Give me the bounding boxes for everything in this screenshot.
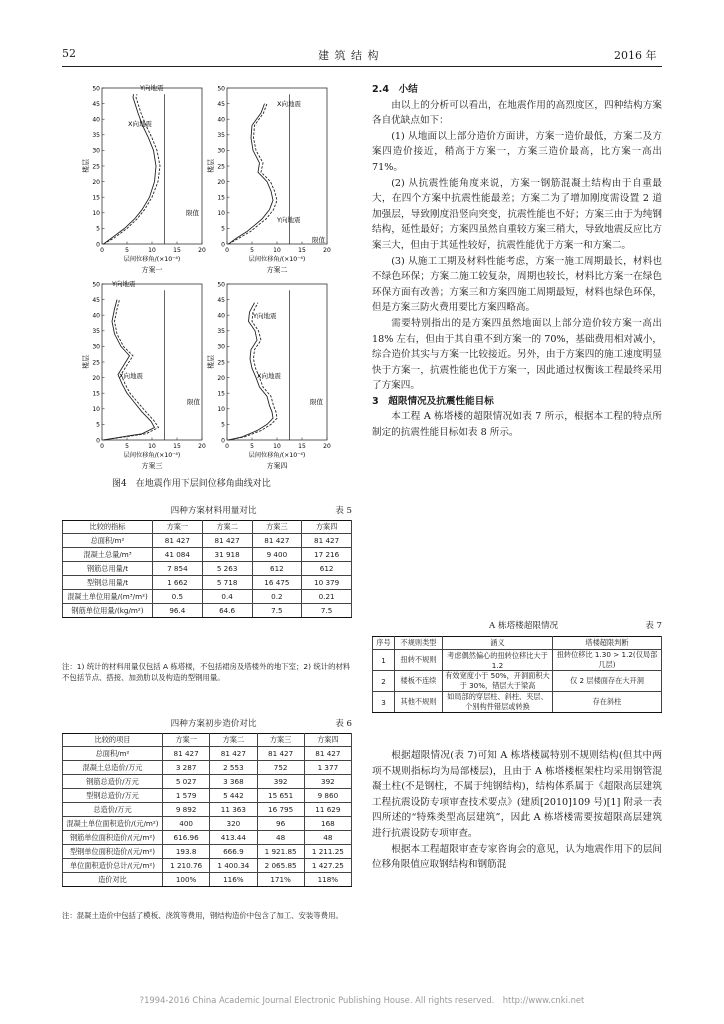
x-tick-label: 0 <box>225 443 229 450</box>
x-tick-label: 5 <box>125 247 129 254</box>
drift-curve-series <box>104 94 157 244</box>
table6-cell: 413.44 <box>210 831 257 845</box>
y-tick-label: 45 <box>217 296 225 304</box>
table5-cell: 10 379 <box>302 576 352 590</box>
table7-cell: 扭转不规则 <box>395 650 443 671</box>
table5-cell: 混凝土单位用量/(m³/m²) <box>63 590 153 604</box>
table5-label: 表 5 <box>335 506 352 516</box>
x-tick-label: 20 <box>323 247 331 254</box>
table6-cell: 11 363 <box>210 803 257 817</box>
table6-title: 四种方案初步造价对比 <box>170 719 257 729</box>
table5-cell: 612 <box>302 562 352 576</box>
series-label: Y向地震 <box>277 216 301 224</box>
x-tick-label: 10 <box>273 443 281 450</box>
table5-title: 四种方案材料用量对比 <box>170 506 257 516</box>
y-tick-label: 30 <box>217 147 225 155</box>
chart-scheme-name: 方案二 <box>266 266 288 274</box>
table5-header-cell: 比较的指标 <box>63 521 153 534</box>
table6-cell: 3 287 <box>163 761 210 775</box>
table5-row <box>63 576 352 590</box>
table6-cell: 81 427 <box>304 747 351 761</box>
table6-cell: 81 427 <box>210 747 257 761</box>
chart-scheme-2 <box>207 82 342 282</box>
section-2-4-heading: 2.4 小结 <box>372 84 418 95</box>
paragraph-overlimit-intro: 本工程 A 栋塔楼的超限情况如表 7 所示，根据本工程的特点所制定的抗震性能目标如表 8 所示。 <box>372 411 662 439</box>
table5-cell: 17 216 <box>302 548 352 562</box>
y-tick-label: 20 <box>217 374 225 382</box>
y-tick-label: 10 <box>92 406 100 414</box>
table6-cell: 193.8 <box>163 845 210 859</box>
y-tick-label: 50 <box>217 281 225 289</box>
drift-curve-series <box>229 104 274 244</box>
plot-frame <box>102 88 202 244</box>
table6-title-row <box>62 717 352 729</box>
paragraph-summary-intro: 由以上的分析可以看出，在地震作用的高烈度区，四种结构方案各自优缺点如下： <box>372 99 662 127</box>
y-tick-label: 35 <box>217 132 225 140</box>
table6-cell: 1 579 <box>163 789 210 803</box>
table7-cell: 如局部的穿层柱、斜柱、夹层、个别构件错层或转换 <box>443 692 553 713</box>
y-tick-label: 15 <box>92 194 100 202</box>
y-tick-label: 15 <box>217 194 225 202</box>
x-tick-label: 15 <box>298 247 306 254</box>
table6-cell: 型钢总造价/万元 <box>63 789 163 803</box>
table6-cell: 钢筋单位面积造价/(元/m²) <box>63 831 163 845</box>
table5-cell: 9 400 <box>252 548 302 562</box>
series-label: Y向地震 <box>112 280 136 288</box>
series-label: X向地震 <box>119 372 143 380</box>
table6-cell: 1 921.85 <box>257 845 304 859</box>
x-axis-label: 层间位移角/(×10⁻⁴) <box>123 452 181 459</box>
y-tick-label: 35 <box>92 132 100 140</box>
y-tick-label: 25 <box>217 163 225 171</box>
y-tick-label: 35 <box>217 328 225 336</box>
table6-header-cell: 方案四 <box>304 734 351 747</box>
table7-cell: 存在斜柱 <box>553 692 662 713</box>
table7-header-cell: 不规则类型 <box>395 637 443 650</box>
y-tick-label: 5 <box>96 225 100 233</box>
y-tick-label: 10 <box>217 210 225 218</box>
y-tick-label: 5 <box>96 421 100 429</box>
table6-header-cell: 方案三 <box>257 734 304 747</box>
series-label: X向地震 <box>257 372 281 380</box>
table6-cell: 15 651 <box>257 789 304 803</box>
table6-cell: 2 065.85 <box>257 859 304 873</box>
table6-header-cell: 方案一 <box>163 734 210 747</box>
table5-cell: 16 475 <box>252 576 302 590</box>
table5-cell: 96.4 <box>153 604 203 618</box>
paragraph-overlimit-analysis: 根据超限情况(表 7)可知 A 栋塔楼属特别不规则结构(但其中两项不规则指标均为局部楼层)，且由于 A 栋塔楼框架柱均采用钢管混凝土柱(不是钢柱，不属于纯钢结构)，结构体系属于《超限高层建筑工程抗震设防专项审查技术要点》(建质[2010]109 号)[1] 附录一表四所述的“特殊类型高层建筑”，因此 A 栋塔楼需要按超限高层建筑进行抗震设防专项审查。 <box>372 750 662 839</box>
y-tick-label: 15 <box>217 390 225 398</box>
section-3-heading: 3 超限情况及抗震性能目标 <box>372 395 494 407</box>
table7-cell: 1 <box>373 650 395 671</box>
table7-row <box>373 650 662 671</box>
paragraph-drift-limit: 根据本工程超限审查专家咨询会的意见，认为地震作用下的层间位移角限值应取钢结构和钢筋混 <box>372 843 662 871</box>
table6-row <box>63 873 352 887</box>
y-tick-label: 5 <box>221 225 225 233</box>
y-axis-label: 楼层 <box>82 159 90 173</box>
table7-cell: 3 <box>373 692 395 713</box>
table5-cell: 0.2 <box>252 590 302 604</box>
table7-label: 表 7 <box>645 621 662 631</box>
table7-cell: 考虑偶然偏心的扭转位移比大于 1.2 <box>443 650 553 671</box>
table6-cell: 2 553 <box>210 761 257 775</box>
y-tick-label: 30 <box>217 343 225 351</box>
table5-cell: 0.5 <box>153 590 203 604</box>
y-tick-label: 10 <box>217 406 225 414</box>
table7-cell: 其他不规则 <box>395 692 443 713</box>
y-tick-label: 20 <box>92 374 100 382</box>
table6-cell: 666.9 <box>210 845 257 859</box>
table6-cell: 9 892 <box>163 803 210 817</box>
right-column-bottom <box>372 748 662 873</box>
table6-cell: 116% <box>210 873 257 887</box>
x-tick-label: 20 <box>323 443 331 450</box>
y-tick-label: 50 <box>92 85 100 93</box>
y-axis-label: 楼层 <box>207 355 215 369</box>
y-tick-label: 45 <box>92 100 100 108</box>
table5-cell: 81 427 <box>202 534 252 548</box>
y-tick-label: 40 <box>92 312 100 320</box>
table5-cell: 0.21 <box>302 590 352 604</box>
table5-cell: 5 718 <box>202 576 252 590</box>
table6-cell: 392 <box>257 775 304 789</box>
table6-note: 注：混凝土造价中包括了模板、浇筑等费用，钢结构造价中包含了加工、安装等费用。 <box>62 911 343 920</box>
table6-cell: 造价对比 <box>63 873 163 887</box>
table7-cell: 有效宽度小于 50%，开洞面积大于 30%，错层大于梁高 <box>443 671 553 692</box>
table7-title-row <box>372 619 662 631</box>
table7-cell: 仅 2 层楼面存在大开洞 <box>553 671 662 692</box>
header-rule <box>62 66 662 67</box>
table6-cell: 混凝土总造价/万元 <box>63 761 163 775</box>
table6-cell: 171% <box>257 873 304 887</box>
table7-row <box>373 671 662 692</box>
table6-cell: 型钢单位面积造价/(元/m²) <box>63 845 163 859</box>
x-tick-label: 15 <box>173 247 181 254</box>
table5-cell: 钢筋单位用量/(kg/m²) <box>63 604 153 618</box>
series-label: X向地震 <box>128 120 152 128</box>
table6-row <box>63 747 352 761</box>
table6-cell: 100% <box>163 873 210 887</box>
table5-header-cell: 方案二 <box>202 521 252 534</box>
table6-cell: 16 795 <box>257 803 304 817</box>
table6-cell: 单位面积造价总计/(元/m²) <box>63 859 163 873</box>
right-column-top <box>372 82 662 441</box>
y-tick-label: 25 <box>92 359 100 367</box>
table6-row <box>63 803 352 817</box>
y-tick-label: 20 <box>92 178 100 186</box>
table5-row <box>63 590 352 604</box>
table6-cell: 1 210.76 <box>163 859 210 873</box>
series-label: 限值 <box>310 398 323 406</box>
table6-cell: 11 629 <box>304 803 351 817</box>
series-label: X向地震 <box>277 100 301 108</box>
table5-cell: 混凝土总量/m³ <box>63 548 153 562</box>
page-number: 52 <box>62 47 76 60</box>
table7 <box>372 636 662 713</box>
table6-cell: 118% <box>304 873 351 887</box>
chart-scheme-name: 方案四 <box>266 462 288 470</box>
y-axis-label: 楼层 <box>207 159 215 173</box>
x-tick-label: 10 <box>273 247 281 254</box>
y-tick-label: 50 <box>217 85 225 93</box>
y-tick-label: 0 <box>221 241 225 249</box>
copyright-footer: ?1994-2016 China Academic Journal Electronic Publishing House. All rights reserved. http://www.cnki.net <box>139 995 585 1005</box>
table7-header-cell: 塔楼超限判断 <box>553 637 662 650</box>
table5-cell: 5 263 <box>202 562 252 576</box>
table5-header-cell: 方案一 <box>153 521 203 534</box>
y-tick-label: 40 <box>92 116 100 124</box>
table6-row <box>63 775 352 789</box>
table5 <box>62 520 352 618</box>
chart-scheme-name: 方案三 <box>141 462 163 470</box>
y-tick-label: 0 <box>96 437 100 445</box>
table7-cell: 扭转位移比 1.30 > 1.2(仅局部几层) <box>553 650 662 671</box>
plot-frame <box>102 284 202 440</box>
table6-cell: 1 377 <box>304 761 351 775</box>
table6-row <box>63 789 352 803</box>
x-tick-label: 20 <box>198 247 206 254</box>
table7-header-cell: 序号 <box>373 637 395 650</box>
table5-cell: 0.4 <box>202 590 252 604</box>
series-label: 限值 <box>187 398 200 406</box>
y-tick-label: 25 <box>217 359 225 367</box>
table6-cell: 5 442 <box>210 789 257 803</box>
table5-cell: 31 918 <box>202 548 252 562</box>
table5-cell: 81 427 <box>153 534 203 548</box>
x-tick-label: 0 <box>100 247 104 254</box>
x-axis-label: 层间位移角/(×10⁻⁴) <box>248 256 306 263</box>
journal-title: 建 筑 结 构 <box>318 49 380 62</box>
x-tick-label: 15 <box>173 443 181 450</box>
table6-row <box>63 859 352 873</box>
y-tick-label: 0 <box>96 241 100 249</box>
table6-row <box>63 817 352 831</box>
table7-row <box>373 692 662 713</box>
x-axis-label: 层间位移角/(×10⁻⁴) <box>248 452 306 459</box>
table5-cell: 64.6 <box>202 604 252 618</box>
table5-cell: 7 854 <box>153 562 203 576</box>
y-tick-label: 45 <box>92 296 100 304</box>
y-tick-label: 10 <box>92 210 100 218</box>
y-tick-label: 15 <box>92 390 100 398</box>
table7-cell: 楼板不连续 <box>395 671 443 692</box>
y-tick-label: 25 <box>92 163 100 171</box>
y-tick-label: 30 <box>92 147 100 155</box>
table6-row <box>63 831 352 845</box>
y-tick-label: 45 <box>217 100 225 108</box>
y-tick-label: 0 <box>221 437 225 445</box>
table5-note: 注：1) 统计的材料用量仅包括 A 栋塔楼，不包括裙房及塔楼外的地下室；2) 统计的材料不包括节点、搭接、加劲肋以及构造的型钢用量。 <box>62 662 351 682</box>
x-tick-label: 20 <box>198 443 206 450</box>
table6-header-cell: 方案二 <box>210 734 257 747</box>
table6-cell: 混凝土单位面积造价/(元/m²) <box>63 817 163 831</box>
y-axis-label: 楼层 <box>82 355 90 369</box>
table5-cell: 81 427 <box>252 534 302 548</box>
table6-cell: 81 427 <box>257 747 304 761</box>
table5-row <box>63 604 352 618</box>
chart-scheme-4 <box>207 278 342 478</box>
table6-row <box>63 845 352 859</box>
plot-frame <box>227 284 327 440</box>
journal-year: 2016 年 <box>614 49 657 62</box>
table5-row <box>63 548 352 562</box>
table6-cell: 1 211.25 <box>304 845 351 859</box>
table6-cell: 752 <box>257 761 304 775</box>
x-tick-label: 15 <box>298 443 306 450</box>
table6-cell: 总造价/万元 <box>63 803 163 817</box>
table6-cell: 3 368 <box>210 775 257 789</box>
x-tick-label: 0 <box>225 247 229 254</box>
y-tick-label: 20 <box>217 178 225 186</box>
table5-cell: 1 662 <box>153 576 203 590</box>
table6-cell: 320 <box>210 817 257 831</box>
table5-cell: 41 084 <box>153 548 203 562</box>
table6-row <box>63 761 352 775</box>
x-tick-label: 5 <box>125 443 129 450</box>
table7-cell: 2 <box>373 671 395 692</box>
figure-caption: 图4 在地震作用下层间位移角曲线对比 <box>112 479 271 489</box>
table6-cell: 5 027 <box>163 775 210 789</box>
table5-header-cell: 方案四 <box>302 521 352 534</box>
y-tick-label: 40 <box>217 116 225 124</box>
table6-cell: 48 <box>257 831 304 845</box>
y-tick-label: 35 <box>92 328 100 336</box>
table7-title: A 栋塔楼超限情况 <box>489 621 559 631</box>
table5-cell: 612 <box>252 562 302 576</box>
table6-cell: 9 860 <box>304 789 351 803</box>
x-tick-label: 10 <box>148 247 156 254</box>
table5-row <box>63 534 352 548</box>
paragraph-cost: (1) 从地面以上部分造价方面讲，方案一造价最低，方案二及方案四造价接近，稍高于方案一，方案三造价最高，比方案一高出 71%。 <box>372 130 662 173</box>
chart-scheme-1 <box>82 82 217 282</box>
drift-curve-series <box>104 300 155 440</box>
x-tick-label: 10 <box>148 443 156 450</box>
y-tick-label: 5 <box>221 421 225 429</box>
table5-cell: 7.5 <box>302 604 352 618</box>
table6-cell: 168 <box>304 817 351 831</box>
chart-scheme-3 <box>82 278 217 478</box>
table6-cell: 1 427.25 <box>304 859 351 873</box>
series-label: Y向地震 <box>140 84 164 92</box>
table6 <box>62 733 352 887</box>
table5-cell: 81 427 <box>302 534 352 548</box>
table6-label: 表 6 <box>335 719 352 729</box>
y-tick-label: 30 <box>92 343 100 351</box>
y-tick-label: 40 <box>217 312 225 320</box>
table5-cell: 钢筋总用量/t <box>63 562 153 576</box>
paragraph-seismic: (2) 从抗震性能角度来说，方案一钢筋混凝土结构由于自重最大，在四个方案中抗震性能最差；方案二为了增加刚度需设置 2 道加强层，导致刚度沿竖向突变，抗震性能也不好；方案三由于为纯钢结构，延性最好；方案四虽然自重较方案三稍大，导致地震反应比方案三大，但由于其延性较好，抗震性能优于方案一和方案二。 <box>372 177 662 251</box>
table5-cell: 7.5 <box>252 604 302 618</box>
table6-cell: 96 <box>257 817 304 831</box>
paragraph-conclusion: 需要特别指出的是方案四虽然地面以上部分造价较方案一高出 18% 左右，但由于其自重不到方案一的 70%，基础费用相对减小，综合造价其实与方案一比较接近。另外，由于方案四的施工速度明显快于方案一，抗震性能也优于方案一，因此通过权衡该工程最终采用了方案四。 <box>372 317 662 392</box>
table6-cell: 总面积/m² <box>63 747 163 761</box>
table5-header-cell: 方案三 <box>252 521 302 534</box>
x-tick-label: 5 <box>250 443 254 450</box>
table7-header-cell: 涵义 <box>443 637 553 650</box>
table6-cell: 钢筋总造价/万元 <box>63 775 163 789</box>
table6-cell: 81 427 <box>163 747 210 761</box>
x-tick-label: 0 <box>100 443 104 450</box>
table6-header-cell: 比较的项目 <box>63 734 163 747</box>
table6-cell: 400 <box>163 817 210 831</box>
series-label: 限值 <box>186 209 199 217</box>
table6-cell: 616.96 <box>163 831 210 845</box>
table5-cell: 型钢总用量/t <box>63 576 153 590</box>
table6-cell: 392 <box>304 775 351 789</box>
paragraph-construction: (3) 从施工工期及材料性能考虑，方案一施工周期最长，材料也不绿色环保；方案二施工较复杂，周期也较长，材料比方案一在绿色环保方面有改善；方案三和方案四施工周期最短，材料也绿色环保，但是方案三防火费用要比方案四略高。 <box>372 255 662 314</box>
chart-scheme-name: 方案一 <box>141 266 163 274</box>
table6-cell: 1 400.34 <box>210 859 257 873</box>
series-label: Y向地震 <box>253 312 277 320</box>
table5-cell: 总面积/m² <box>63 534 153 548</box>
series-label: 限值 <box>312 236 325 244</box>
x-tick-label: 5 <box>250 247 254 254</box>
y-tick-label: 50 <box>92 281 100 289</box>
x-axis-label: 层间位移角/(×10⁻⁴) <box>123 256 181 263</box>
table5-row <box>63 562 352 576</box>
table5-title-row <box>62 504 352 516</box>
table6-cell: 48 <box>304 831 351 845</box>
